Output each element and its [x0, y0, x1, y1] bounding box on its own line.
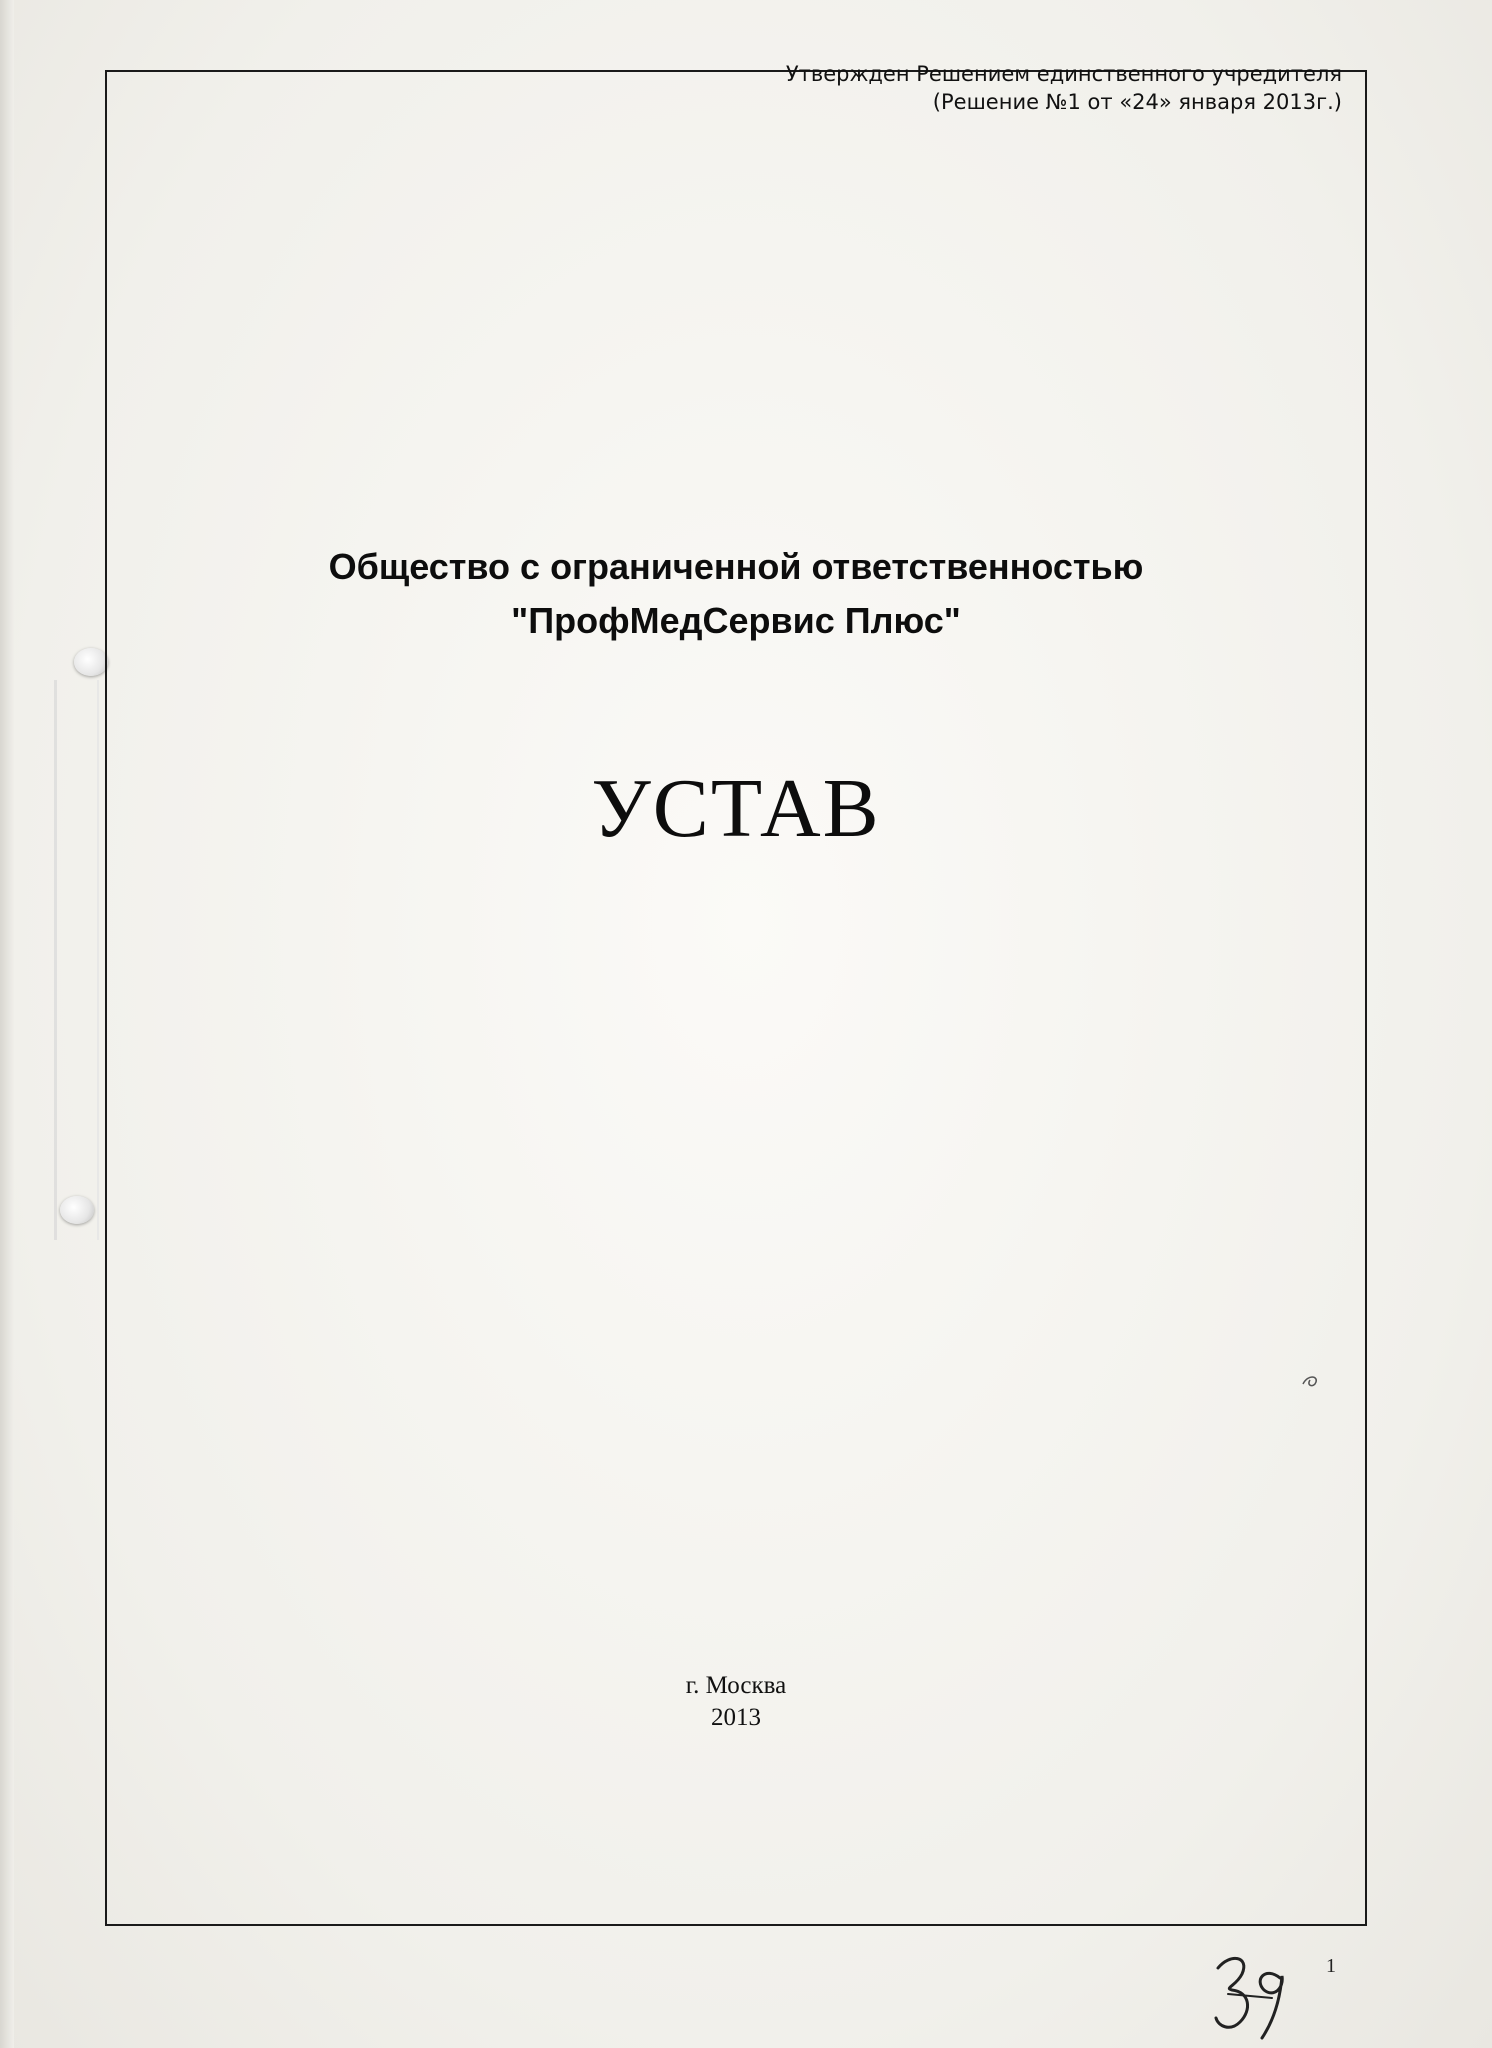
ink-smudge: [1300, 1372, 1324, 1392]
approval-note: [786, 60, 1342, 116]
title-page-frame: [105, 70, 1367, 1926]
binding-string: [54, 680, 99, 1240]
page-left-edge: [0, 0, 14, 2048]
punch-hole-top: [74, 648, 108, 676]
organization-line-1: Общество с ограниченной ответственностью: [328, 546, 1144, 587]
place: г. Москва: [685, 1672, 787, 1699]
approval-line-1: Утвержден Решением единственного учредителя: [785, 62, 1342, 86]
handwritten-page-number: [1210, 1948, 1300, 2043]
organization-line-2: "ПрофМедСервис Плюс": [511, 600, 961, 641]
page-number: 1: [1326, 1955, 1336, 1977]
approval-line-2: (Решение №1 от «24» января 2013г.): [932, 90, 1342, 114]
place-and-year: [105, 1670, 1367, 1734]
document-title: УСТАВ: [591, 762, 881, 855]
punch-hole-bottom: [60, 1196, 94, 1224]
organization-name: [105, 540, 1367, 648]
year: 2013: [711, 1704, 761, 1731]
